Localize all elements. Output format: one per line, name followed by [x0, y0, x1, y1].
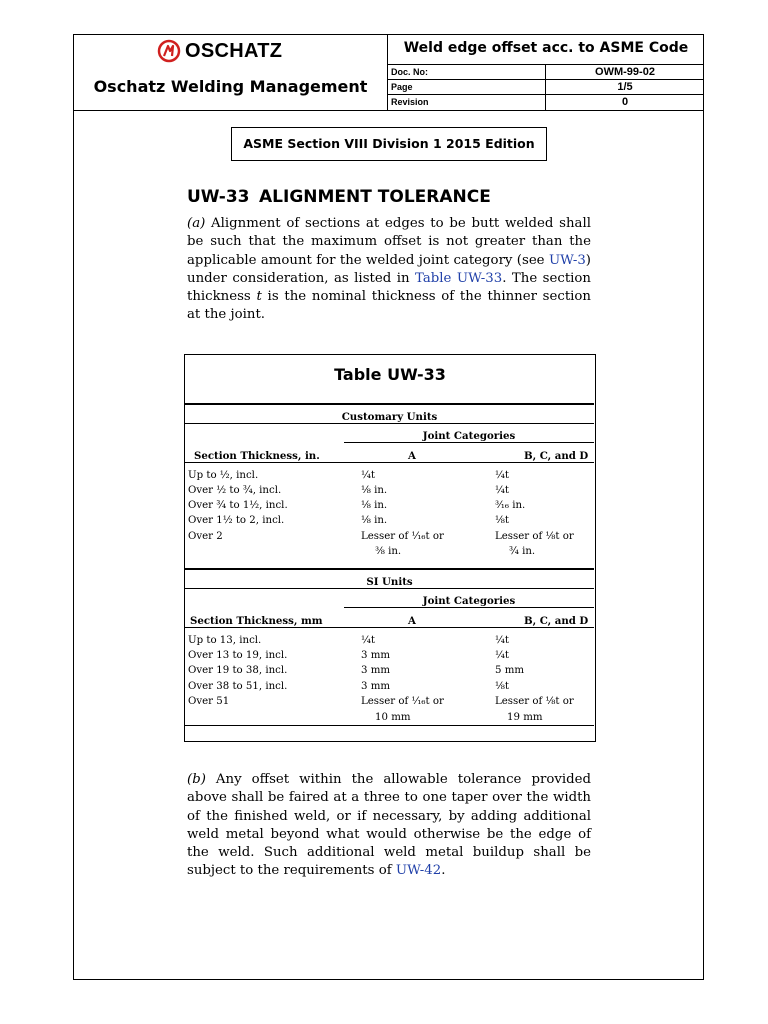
cell-a: Lesser of ¹⁄₁₆t or [361, 531, 444, 542]
meta-label: Page [391, 82, 413, 92]
rule [185, 627, 594, 628]
rule [185, 403, 594, 405]
customary-units-heading: Customary Units [341, 411, 438, 423]
col-thickness-header: Section Thickness, in. [194, 450, 320, 462]
col-a-header: A [408, 615, 416, 627]
paragraph-text: Any offset within the allowable tolerance provided above shall be faired at a three to one taper over the width of the finished weld, or if necessary, by adding additional weld metal beyond what would otherwise be the edge of the weld. Such additional weld metal buildup shall be subject to the requirements of [187, 772, 591, 879]
section-number: UW-33 [187, 187, 250, 207]
cell-a-cont: 10 mm [375, 712, 411, 723]
cell-a: ⅛ in. [361, 485, 388, 496]
rule [344, 442, 594, 443]
paragraph-text: is the nominal thickness of the thinner section at the joint. [187, 289, 591, 323]
cell-thickness: Over 19 to 38, incl. [188, 665, 288, 676]
paragraph-text: . [441, 863, 446, 879]
cell-a: ⅛ in. [361, 500, 388, 511]
meta-row-page [388, 80, 704, 95]
meta-value: 0 [545, 95, 704, 110]
cell-a: 3 mm [361, 681, 391, 692]
rule [185, 725, 594, 726]
cell-bcd: ¼t [495, 635, 509, 646]
meta-row-doc-no [388, 65, 704, 80]
link-uw-3[interactable]: UW-3 [548, 252, 586, 268]
edition-box: ASME Section VIII Division 1 2015 Edition [231, 127, 547, 161]
paragraph-b [187, 771, 591, 881]
rule [185, 568, 594, 570]
meta-value: OWM-99-02 [545, 65, 704, 79]
cell-a: Lesser of ¹⁄₁₆t or [361, 696, 444, 707]
col-bcd-header: B, C, and D [524, 450, 589, 462]
cell-a: ⅛ in. [361, 515, 388, 526]
rule [185, 588, 594, 589]
col-thickness-header: Section Thickness, mm [190, 615, 323, 627]
cell-a: 3 mm [361, 665, 391, 676]
meta-label: Doc. No: [391, 67, 428, 77]
header-left-cell [73, 34, 388, 110]
paragraph-text: Alignment of sections at edges to be butt welded shall be such that the maximum offset is not greater than the applicable amount for the welded joint category (see [187, 216, 591, 268]
cell-thickness: Over 51 [188, 696, 230, 707]
si-units-heading: SI Units [366, 576, 413, 588]
link-table-uw-33[interactable]: Table UW-33 [415, 270, 503, 286]
cell-bcd-cont: ¾ in. [509, 546, 536, 557]
variable-t: t [256, 289, 262, 305]
cell-bcd: 5 mm [495, 665, 525, 676]
header-right-cell [388, 34, 704, 110]
section-title: ALIGNMENT TOLERANCE [259, 187, 491, 207]
paragraph-label: (a) [187, 216, 206, 231]
joint-categories-heading: Joint Categories [422, 595, 516, 607]
company-name: Oschatz Welding Management [93, 77, 368, 96]
oschatz-logo-icon [157, 39, 181, 63]
paragraph-text: . The section thickness [187, 270, 591, 305]
meta-value: 1/5 [545, 80, 704, 94]
rule [185, 423, 594, 424]
document-title: Weld edge offset acc. to ASME Code [388, 34, 704, 65]
cell-thickness: Up to 13, incl. [188, 635, 262, 646]
document-header [73, 34, 704, 111]
cell-bcd: Lesser of ⅛t or [495, 531, 574, 542]
cell-thickness: Over 38 to 51, incl. [188, 681, 288, 692]
cell-a-cont: ⅜ in. [375, 546, 402, 557]
rule [185, 462, 594, 463]
cell-thickness: Over ¾ to 1½, incl. [188, 500, 288, 511]
cell-thickness: Over 1½ to 2, incl. [188, 515, 285, 526]
link-uw-42[interactable]: UW-42 [395, 863, 442, 879]
joint-categories-heading: Joint Categories [422, 430, 516, 442]
rule [344, 607, 594, 608]
cell-bcd: ⅛t [495, 681, 509, 692]
cell-bcd-cont: 19 mm [507, 712, 543, 723]
cell-bcd: ¼t [495, 485, 509, 496]
meta-row-revision [388, 95, 704, 110]
cell-bcd: ⅛t [495, 515, 509, 526]
cell-a: ¼t [361, 470, 375, 481]
col-a-header: A [408, 450, 416, 462]
cell-bcd: Lesser of ⅛t or [495, 696, 574, 707]
company-logo [157, 39, 282, 63]
cell-a: ¼t [361, 635, 375, 646]
table-title: Table UW-33 [334, 365, 446, 384]
cell-thickness: Over 2 [188, 531, 223, 542]
meta-label: Revision [391, 97, 429, 107]
paragraph-a [187, 215, 591, 325]
logo-text: OSCHATZ [185, 39, 283, 62]
cell-thickness: Over ½ to ¾, incl. [188, 485, 282, 496]
paragraph-label: (b) [187, 772, 206, 787]
col-bcd-header: B, C, and D [524, 615, 589, 627]
cell-a: 3 mm [361, 650, 391, 661]
cell-bcd: ¼t [495, 650, 509, 661]
cell-thickness: Up to ½, incl. [188, 470, 259, 481]
cell-bcd: ¼t [495, 470, 509, 481]
cell-bcd: ³⁄₁₆ in. [495, 500, 526, 511]
paragraph-text: ) under consideration, as listed in [187, 252, 591, 286]
cell-thickness: Over 13 to 19, incl. [188, 650, 288, 661]
table-uw-33 [184, 354, 596, 742]
section-heading [187, 187, 491, 207]
